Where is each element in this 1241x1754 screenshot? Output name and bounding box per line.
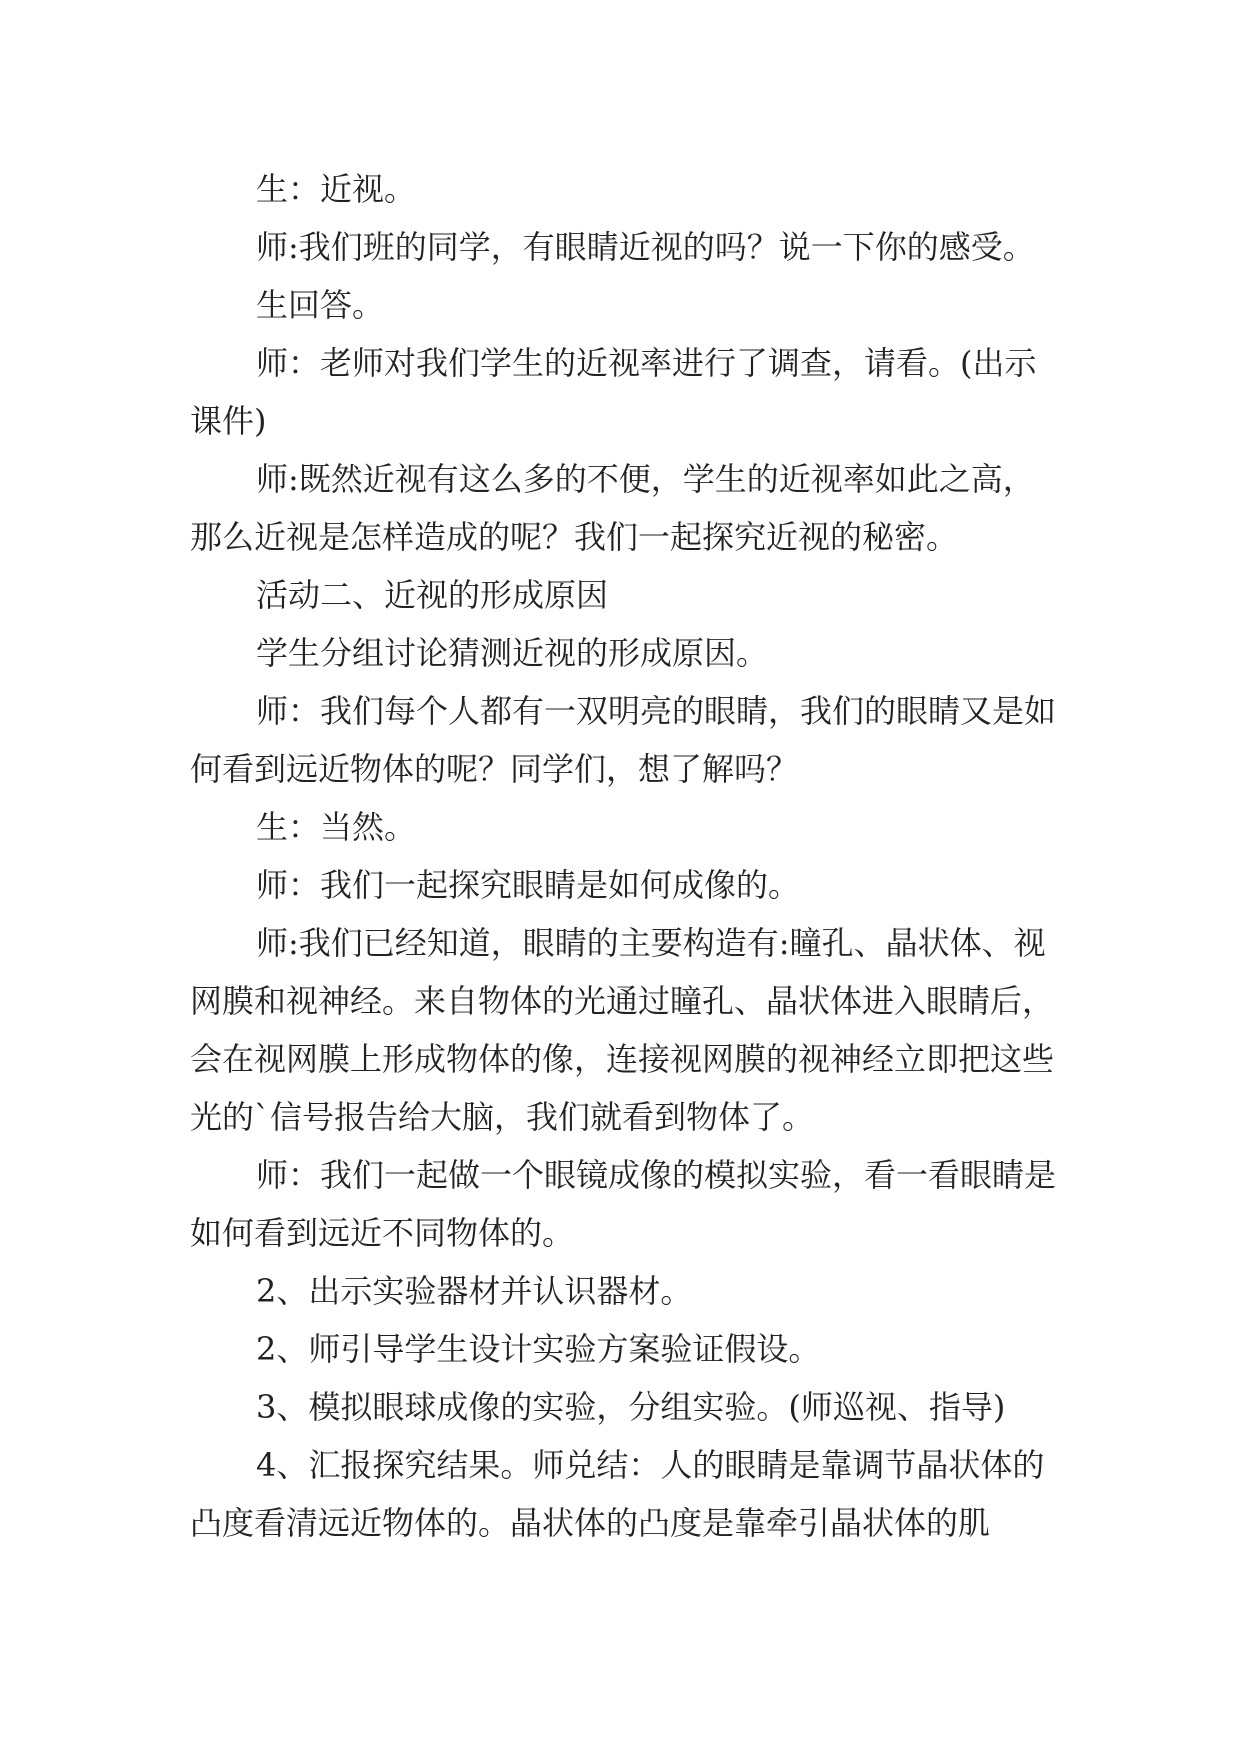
list-item-2a: 2、出示实验器材并认识器材。 bbox=[256, 1272, 693, 1310]
paragraph-10: 师：我们一起探究眼睛是如何成像的。 bbox=[256, 866, 801, 904]
body-text bbox=[190, 160, 1060, 1552]
section-heading: 活动二、近视的形成原因 bbox=[256, 576, 609, 614]
paragraph-12: 师：我们一起做一个眼镜成像的模拟实验，看一看眼睛是如何看到远近不同物体的。 bbox=[190, 1156, 1057, 1252]
list-item-3: 3、模拟眼球成像的实验，分组实验。(师巡视、指导) bbox=[256, 1388, 1006, 1426]
paragraph-3: 生回答。 bbox=[256, 286, 385, 324]
list-item-4: 4、汇报探究结果。师兑结：人的眼睛是靠调节晶状体的凸度看清远近物体的。晶状体的凸度是靠牵引晶状体的肌 bbox=[190, 1446, 1045, 1542]
paragraph-9: 生：当然。 bbox=[256, 808, 417, 846]
list-item-2b: 2、师引导学生设计实验方案验证假设。 bbox=[256, 1330, 821, 1368]
paragraph-5: 师:既然近视有这么多的不便，学生的近视率如此之高，那么近视是怎样造成的呢？我们一起探究近视的秘密。 bbox=[190, 460, 1035, 556]
paragraph-1: 生：近视。 bbox=[256, 170, 417, 208]
paragraph-8: 师：我们每个人都有一双明亮的眼睛，我们的眼睛又是如何看到远近物体的呢？同学们，想了解吗？ bbox=[190, 692, 1057, 788]
paragraph-7: 学生分组讨论猜测近视的形成原因。 bbox=[256, 634, 769, 672]
paragraph-4: 师：老师对我们学生的近视率进行了调查，请看。(出示课件) bbox=[190, 344, 1037, 440]
paragraph-2: 师:我们班的同学，有眼睛近视的吗？说一下你的感受。 bbox=[256, 228, 1035, 266]
paragraph-11: 师:我们已经知道，眼睛的主要构造有:瞳孔、晶状体、视网膜和视神经。来自物体的光通过瞳孔、晶状体进入眼睛后，会在视网膜上形成物体的像，连接视网膜的视神经立即把这些光的`信号报告给大脑，我们就看到物体了。 bbox=[190, 924, 1055, 1136]
